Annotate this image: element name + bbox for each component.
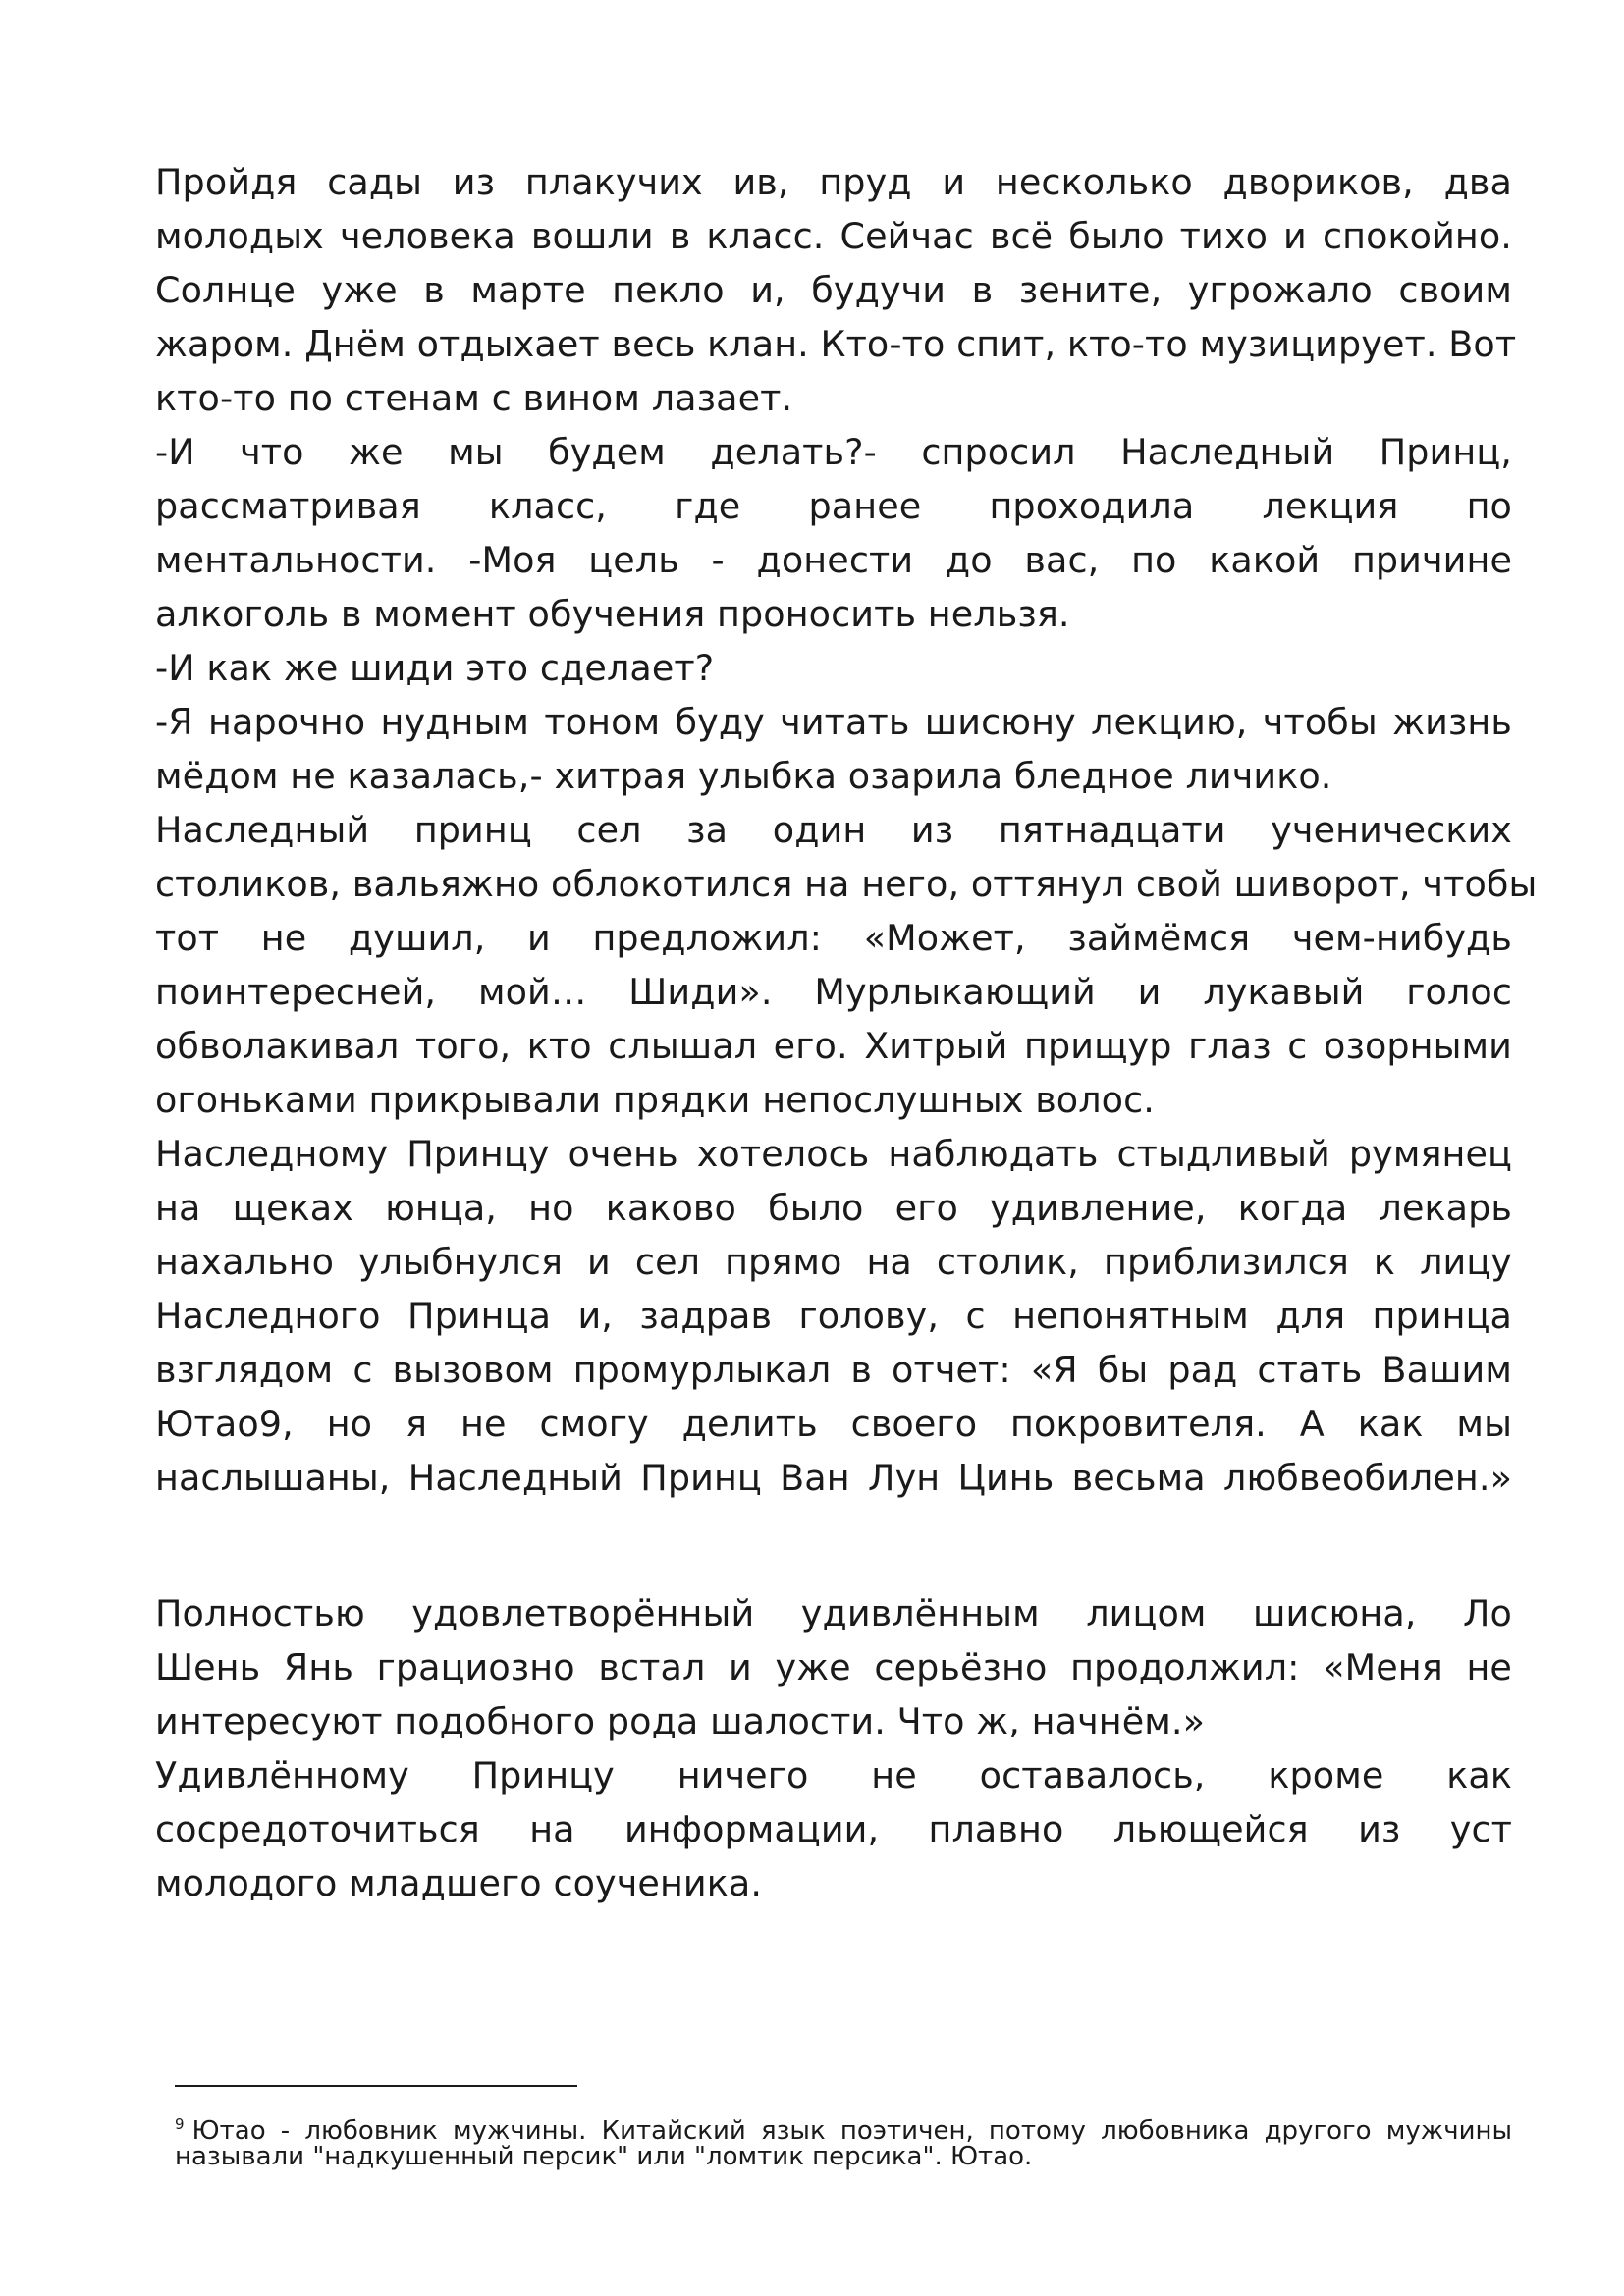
footnote-line — [175, 2109, 1512, 2146]
text-line: взглядом с вызовом промурлыкал в отчет: «Я бы рад стать Вашим — [155, 1349, 1512, 1391]
text-line: молодых человека вошли в класс. Сейчас всё было тихо и спокойно. — [155, 215, 1512, 257]
text-line: Ютао9, но я не смогу делить своего покровителя. А как мы — [155, 1403, 1512, 1445]
text-line: огоньками прикрывали прядки непослушных волос. — [155, 1079, 1155, 1121]
text-line: Полностью удовлетворённый удивлённым лицом шисюна, Ло — [155, 1592, 1512, 1634]
text-line: ментальности. -Моя цель - донести до вас, по какой причине — [155, 539, 1512, 581]
text-line: Наследного Принца и, задрав голову, с непонятным для принца — [155, 1295, 1512, 1337]
footnote-line: называли "надкушенный персик" или "ломтик персика". Ютао. — [175, 2142, 1033, 2171]
text-line: мёдом не казалась,- хитрая улыбка озарила бледное личико. — [155, 755, 1332, 797]
text-line: кто-то по стенам с вином лазает. — [155, 377, 793, 419]
text-line: наслышаны, Наследный Принц Ван Лун Цинь весьма любвеобилен.» — [155, 1457, 1512, 1499]
text-line: столиков, вальяжно облокотился на него, оттянул свой шиворот, чтобы — [155, 863, 1538, 905]
text-line: тот не душил, и предложил: «Может, займёмся чем-нибудь — [155, 917, 1512, 959]
text-line: молодого младшего соученика. — [155, 1862, 763, 1904]
text-line: сосредоточиться на информации, плавно льющейся из уст — [155, 1808, 1512, 1850]
text-line: Наследному Принцу очень хотелось наблюдать стыдливый румянец — [155, 1133, 1512, 1175]
story-text — [155, 155, 1538, 1910]
text-line: -И что же мы будем делать?- спросил Наследный Принц, — [155, 431, 1512, 473]
text-line: Солнце уже в марте пекло и, будучи в зените, угрожало своим — [155, 269, 1512, 311]
text-line: жаром. Днём отдыхает весь клан. Кто-то спит, кто-то музицирует. Вот — [155, 323, 1517, 365]
text-line: Шень Янь грациозно встал и уже серьёзно продолжил: «Меня не — [155, 1646, 1512, 1688]
text-line: -И как же шиди это сделает? — [155, 647, 715, 689]
footnote-text: Ютао - любовник мужчины. Китайский язык поэтичен, потому любовника другого мужчины — [191, 2116, 1512, 2146]
text-line: поинтересней, мой… Шиди». Мурлыкающий и лукавый голос — [155, 971, 1512, 1013]
text-line: нахально улыбнулся и сел прямо на столик, приблизился к лицу — [155, 1241, 1512, 1283]
footnote — [175, 2109, 1512, 2173]
text-line: Наследный принц сел за один из пятнадцати ученических — [155, 809, 1512, 851]
footnote-divider — [175, 2085, 577, 2087]
text-line: рассматривая класс, где ранее проходила лекция по — [155, 485, 1512, 527]
text-line: интересуют подобного рода шалости. Что ж, начнём.» — [155, 1700, 1206, 1742]
text-line: Пройдя сады из плакучих ив, пруд и несколько двориков, два — [155, 161, 1512, 203]
text-line: обволакивал того, кто слышал его. Хитрый прищур глаз с озорными — [155, 1025, 1512, 1067]
text-line: -Я нарочно нудным тоном буду читать шисюну лекцию, чтобы жизнь — [155, 701, 1512, 743]
footnote-marker: 9 — [175, 2115, 185, 2133]
text-line: Удивлённому Принцу ничего не оставалось, кроме как — [155, 1754, 1512, 1796]
text-line: алкоголь в момент обучения проносить нельзя. — [155, 593, 1070, 635]
paragraph-gap — [155, 1505, 1512, 1586]
text-line: на щеках юнца, но каково было его удивление, когда лекарь — [155, 1187, 1512, 1229]
